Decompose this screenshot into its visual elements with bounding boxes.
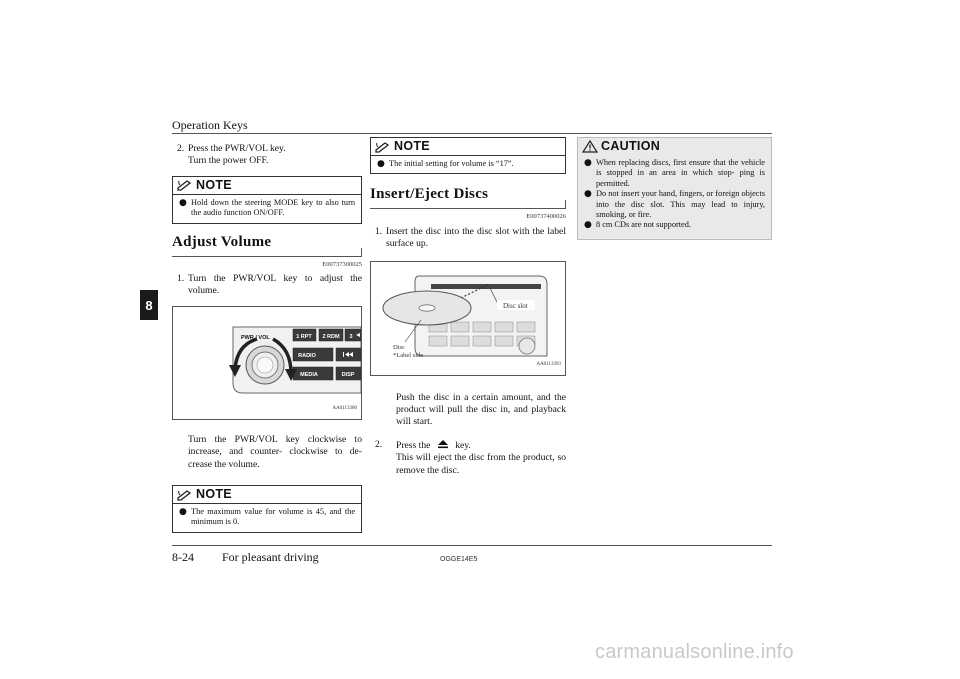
step-line <box>386 439 566 452</box>
note-body <box>173 504 361 532</box>
step-2-power-off <box>172 143 362 168</box>
step-number: 1. <box>177 273 185 285</box>
radio-key-label: RADIO <box>298 352 316 359</box>
note-label: NOTE <box>196 178 232 193</box>
chapter-tab: 8 <box>140 290 158 320</box>
step-subtext: This will eject the disc from the product, so remove the disc. <box>396 452 566 476</box>
bullet-icon: ● <box>584 158 592 168</box>
disc-label: Disc <box>393 343 405 351</box>
note-box <box>172 176 362 224</box>
step-number: 1. <box>375 225 383 237</box>
rdm-key-label: 2 RDM <box>322 333 340 340</box>
bullet-icon: ● <box>584 189 592 200</box>
caution-text: 8 cm CDs are not supported. <box>596 220 691 230</box>
rpt-key-label: 1 RPT <box>296 333 312 340</box>
footer-rule <box>172 545 772 546</box>
bullet-icon: ● <box>179 507 187 518</box>
bullet-icon: ● <box>584 220 592 231</box>
section-code: E00737400026 <box>526 213 566 221</box>
caution-header <box>578 138 771 155</box>
note-text: The maximum value for volume is 45, and the minimum is 0. <box>191 507 355 527</box>
caution-item <box>584 189 765 220</box>
step-text: Press the PWR/VOL key. <box>188 143 286 154</box>
section-rule <box>370 208 566 209</box>
preset-3-key-label: 3 <box>349 333 353 340</box>
running-header: Operation Keys <box>172 118 248 132</box>
footer-code: OGGE14E5 <box>440 556 478 563</box>
caution-text: Do not insert your hand, fingers, or foreign objects into the disc slot. This may lead to injury, smoking, or fire. <box>596 189 765 220</box>
figure-disc-slot <box>370 261 566 376</box>
disc-slot-label: Disc slot <box>503 301 528 310</box>
note-item <box>179 507 355 528</box>
note-box <box>370 137 566 174</box>
volume-knob-illustration <box>173 307 361 419</box>
note-item <box>179 198 355 219</box>
disc-insert-illustration <box>371 262 565 375</box>
note-pencil-icon <box>375 141 391 153</box>
eject-icon <box>436 439 450 449</box>
step-2-eject <box>370 439 566 477</box>
step-text: Insert the disc into the disc slot with the label surface up. <box>386 225 566 250</box>
note-text: The initial setting for volume is “17”. <box>389 159 514 168</box>
section-code: E00737300025 <box>322 260 362 268</box>
figure-id: AA0113393 <box>536 362 561 368</box>
note-pencil-icon <box>177 489 193 501</box>
header-rule <box>172 133 772 134</box>
figure-id: AA0113380 <box>332 406 357 412</box>
caution-item <box>584 220 765 230</box>
footer-section: For pleasant driving <box>222 550 319 564</box>
note-header <box>371 138 565 156</box>
paragraph-volume-direction: Turn the PWR/VOL key clockwise to increase, and counter- clockwise to de- crease the volume. <box>188 433 362 470</box>
section-rule <box>172 256 362 257</box>
column-left <box>172 143 362 539</box>
note-label: NOTE <box>196 487 232 502</box>
caution-box <box>577 137 772 240</box>
paragraph-push-disc: Push the disc in a certain amount, and the product will pull the disc in, and playback will start. <box>396 391 566 428</box>
pwr-vol-label: PWR / VOL <box>241 334 270 341</box>
caution-text: When replacing discs, first ensure that the vehicle is stopped in an area in which stop- ping is permitted. <box>596 158 765 188</box>
page-number: 8-24 <box>172 550 194 564</box>
note-item <box>377 159 559 169</box>
section-title-insert-eject: Insert/Eject Discs <box>370 186 489 203</box>
step-number: 2. <box>375 438 383 450</box>
caution-body <box>578 155 771 235</box>
note-pencil-icon <box>177 179 193 191</box>
step-number: 2. <box>177 143 185 154</box>
note-header <box>173 177 361 195</box>
note-header <box>173 486 361 504</box>
figure-volume-knob <box>172 306 362 420</box>
section-title-adjust-volume: Adjust Volume <box>172 233 272 250</box>
note-label: NOTE <box>394 139 430 154</box>
note-body <box>371 156 565 173</box>
note-box <box>172 485 362 533</box>
bullet-icon: ● <box>377 159 385 169</box>
step-1-insert <box>370 226 566 251</box>
disc-slot-opening <box>431 284 541 289</box>
warning-triangle-icon <box>582 140 598 153</box>
column-middle <box>370 139 566 479</box>
step-text: Turn the PWR/VOL key to adjust the volume. <box>188 273 362 297</box>
media-key-label: MEDIA <box>300 371 318 378</box>
step-text: key. <box>455 439 471 451</box>
bullet-icon: ● <box>179 197 187 208</box>
step-1-adjust <box>172 273 362 298</box>
label-side-label: *Label side <box>393 351 424 359</box>
note-body <box>173 195 361 223</box>
step-text: Press the <box>396 439 431 451</box>
disp-key-label: DISP <box>341 371 355 378</box>
caution-label: CAUTION <box>601 139 661 154</box>
note-text: Hold down the steering MODE key to also turn the audio function ON/OFF. <box>191 197 355 218</box>
caution-item <box>584 158 765 189</box>
watermark: carmanualsonline.info <box>595 641 794 663</box>
step-subtext: Turn the power OFF. <box>188 155 269 167</box>
column-right <box>577 139 772 246</box>
